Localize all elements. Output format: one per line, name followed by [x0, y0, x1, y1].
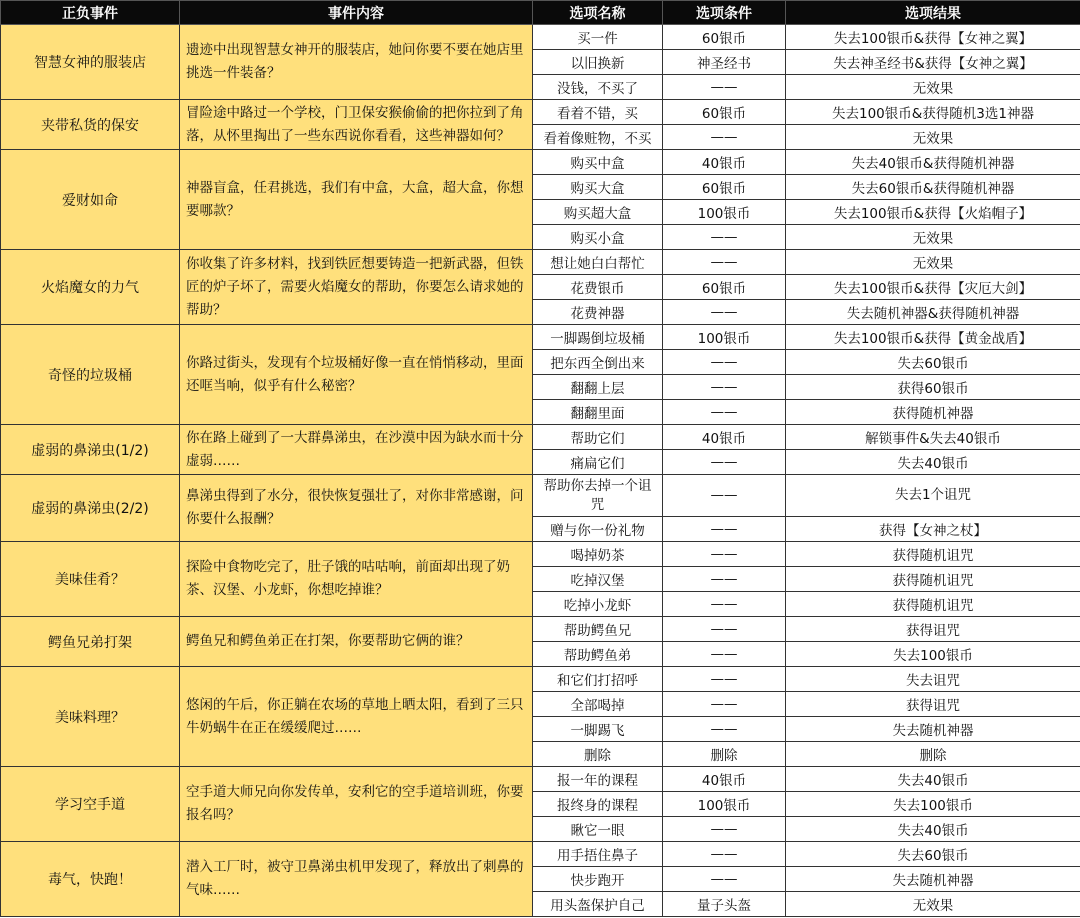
- option-condition: ——: [663, 817, 786, 842]
- option-condition: ——: [663, 667, 786, 692]
- option-result: 获得随机诅咒: [786, 542, 1080, 567]
- table-row: [1, 325, 1080, 350]
- option-condition: ——: [663, 475, 786, 517]
- table-row: [1, 25, 1080, 50]
- option-result: 失去40银币: [786, 767, 1080, 792]
- option-condition: ——: [663, 350, 786, 375]
- event-description-cell: [180, 667, 533, 767]
- event-description-cell: [180, 150, 533, 250]
- option-result: 无效果: [786, 75, 1080, 100]
- event-description: 遗迹中出现智慧女神开的服装店，她问你要不要在她店里挑选一件装备？: [186, 42, 524, 81]
- event-name: 虚弱的鼻涕虫(2/2): [1, 475, 180, 542]
- option-name: 和它们打招呼: [533, 667, 663, 692]
- table-row: [1, 150, 1080, 175]
- option-condition: ——: [663, 717, 786, 742]
- option-name: 看着不错，买: [533, 100, 663, 125]
- option-condition: ——: [663, 300, 786, 325]
- table-row: [1, 617, 1080, 642]
- option-name: 想让她白白帮忙: [533, 250, 663, 275]
- event-name: 智慧女神的服装店: [1, 25, 180, 100]
- option-name: 以旧换新: [533, 50, 663, 75]
- option-condition: ——: [663, 642, 786, 667]
- event-description-cell: [180, 842, 533, 917]
- option-name: 购买超大盒: [533, 200, 663, 225]
- option-result: 失去神圣经书&获得【女神之翼】: [786, 50, 1080, 75]
- option-result: 失去诅咒: [786, 667, 1080, 692]
- option-condition: ——: [663, 617, 786, 642]
- option-condition: ——: [663, 450, 786, 475]
- event-description-cell: [180, 325, 533, 425]
- table-row: [1, 842, 1080, 867]
- header-row: [1, 1, 1080, 25]
- event-name: 美味料理？: [1, 667, 180, 767]
- option-name: 删除: [533, 742, 663, 767]
- header-event: 正负事件: [1, 1, 180, 25]
- table-row: [1, 250, 1080, 275]
- option-result: 获得诅咒: [786, 617, 1080, 642]
- event-name: 夹带私货的保安: [1, 100, 180, 150]
- option-name: 报一年的课程: [533, 767, 663, 792]
- event-description: 冒险途中路过一个学校，门卫保安猴偷偷的把你拉到了角落，从怀里掏出了一些东西说你看看，这些神器如何？: [186, 104, 524, 144]
- event-description-cell: [180, 767, 533, 842]
- table-row: [1, 767, 1080, 792]
- event-description-cell: [180, 100, 533, 150]
- event-description: 潜入工厂时，被守卫鼻涕虫机甲发现了，释放出了刺鼻的气味……: [186, 859, 524, 898]
- option-result: 获得随机诅咒: [786, 592, 1080, 617]
- header-content: 事件内容: [180, 1, 533, 25]
- option-condition: ——: [663, 592, 786, 617]
- event-name: 奇怪的垃圾桶: [1, 325, 180, 425]
- event-name: 爱财如命: [1, 150, 180, 250]
- option-condition: 100银币: [663, 325, 786, 350]
- option-result: 获得随机诅咒: [786, 567, 1080, 592]
- event-description: 探险中食物吃完了，肚子饿的咕咕响，前面却出现了奶茶、汉堡、小龙虾，你想吃掉谁？: [186, 559, 510, 598]
- table-row: [1, 542, 1080, 567]
- option-name: 花费神器: [533, 300, 663, 325]
- event-name: 学习空手道: [1, 767, 180, 842]
- header-option-name: 选项名称: [533, 1, 663, 25]
- option-name: 购买中盒: [533, 150, 663, 175]
- table-row: [1, 100, 1080, 125]
- option-condition: ——: [663, 867, 786, 892]
- option-condition: ——: [663, 75, 786, 100]
- option-result: 失去100银币&获得随机3选1神器: [786, 100, 1080, 125]
- option-result: 失去随机神器: [786, 717, 1080, 742]
- option-result: 解锁事件&失去40银币: [786, 425, 1080, 450]
- table-row: [1, 425, 1080, 450]
- option-name: 帮助鳄鱼兄: [533, 617, 663, 642]
- option-condition: ——: [663, 400, 786, 425]
- option-condition: ——: [663, 125, 786, 150]
- option-name: 一脚踢飞: [533, 717, 663, 742]
- event-name: 毒气，快跑！: [1, 842, 180, 917]
- option-name: 没钱，不买了: [533, 75, 663, 100]
- option-result: 失去40银币: [786, 817, 1080, 842]
- option-condition: 40银币: [663, 150, 786, 175]
- option-condition: 60银币: [663, 175, 786, 200]
- event-description: 悠闲的午后，你正躺在农场的草地上晒太阳，看到了三只牛奶蜗牛在正在缓缓爬过……: [186, 696, 524, 736]
- option-name: 痛扁它们: [533, 450, 663, 475]
- option-result: 失去40银币: [786, 450, 1080, 475]
- option-condition: ——: [663, 542, 786, 567]
- option-condition: 100银币: [663, 792, 786, 817]
- option-condition: 删除: [663, 742, 786, 767]
- option-name: 翻翻上层: [533, 375, 663, 400]
- option-condition: ——: [663, 692, 786, 717]
- option-condition: 40银币: [663, 767, 786, 792]
- event-description: 你在路上碰到了一大群鼻涕虫，在沙漠中因为缺水而十分虚弱……: [186, 429, 524, 469]
- option-condition: ——: [663, 517, 786, 542]
- table-row: [1, 475, 1080, 517]
- option-name: 买一件: [533, 25, 663, 50]
- option-result: 失去100银币&获得【女神之翼】: [786, 25, 1080, 50]
- option-name: 全部喝掉: [533, 692, 663, 717]
- option-result: 失去1个诅咒: [786, 475, 1080, 517]
- option-condition: 60银币: [663, 100, 786, 125]
- option-result: 失去100银币&获得【火焰帽子】: [786, 200, 1080, 225]
- option-name: 帮助你去掉一个诅咒: [533, 475, 663, 517]
- option-condition: 60银币: [663, 275, 786, 300]
- option-name: 一脚踢倒垃圾桶: [533, 325, 663, 350]
- option-result: 失去60银币: [786, 350, 1080, 375]
- event-description: 鼻涕虫得到了水分，很快恢复强壮了，对你非常感谢，问你要什么报酬？: [186, 488, 524, 527]
- option-condition: 40银币: [663, 425, 786, 450]
- option-condition: ——: [663, 567, 786, 592]
- option-name: 购买大盒: [533, 175, 663, 200]
- option-name: 花费银币: [533, 275, 663, 300]
- event-description: 神器盲盒，任君挑选，我们有中盒，大盒，超大盒，你想要哪款？: [186, 179, 524, 219]
- option-result: 失去随机神器: [786, 867, 1080, 892]
- option-condition: ——: [663, 250, 786, 275]
- option-name: 翻翻里面: [533, 400, 663, 425]
- option-name: 看着像赃物，不买: [533, 125, 663, 150]
- option-result: 无效果: [786, 125, 1080, 150]
- event-name: 鳄鱼兄弟打架: [1, 617, 180, 667]
- option-name: 赠与你一份礼物: [533, 517, 663, 542]
- option-result: 无效果: [786, 892, 1080, 917]
- event-description: 鳄鱼兄和鳄鱼弟正在打架，你要帮助它俩的谁？: [186, 633, 470, 649]
- option-result: 失去40银币&获得随机神器: [786, 150, 1080, 175]
- option-name: 快步跑开: [533, 867, 663, 892]
- table-body: [1, 25, 1080, 917]
- event-description: 空手道大师兄向你发传单，安利它的空手道培训班，你要报名吗？: [186, 784, 524, 823]
- option-name: 帮助鳄鱼弟: [533, 642, 663, 667]
- event-description: 你收集了许多材料，找到铁匠想要铸造一把新武器，但铁匠的炉子坏了，需要火焰魔女的帮助，你要怎么请求她的帮助？: [186, 255, 524, 318]
- event-description-cell: [180, 542, 533, 617]
- event-description-cell: [180, 425, 533, 475]
- option-condition: 100银币: [663, 200, 786, 225]
- event-description: 你路过街头，发现有个垃圾桶好像一直在悄悄移动，里面还哐当响，似乎有什么秘密？: [186, 354, 524, 394]
- option-result: 获得诅咒: [786, 692, 1080, 717]
- option-result: 失去100银币&获得【黄金战盾】: [786, 325, 1080, 350]
- option-name: 吃掉汉堡: [533, 567, 663, 592]
- option-result: 删除: [786, 742, 1080, 767]
- option-result: 获得随机神器: [786, 400, 1080, 425]
- table-row: [1, 667, 1080, 692]
- option-name: 用手捂住鼻子: [533, 842, 663, 867]
- option-condition: 60银币: [663, 25, 786, 50]
- option-result: 失去100银币: [786, 792, 1080, 817]
- option-result: 无效果: [786, 225, 1080, 250]
- option-condition: 神圣经书: [663, 50, 786, 75]
- option-result: 获得60银币: [786, 375, 1080, 400]
- option-result: 失去100银币: [786, 642, 1080, 667]
- option-result: 失去随机神器&获得随机神器: [786, 300, 1080, 325]
- event-description-cell: [180, 475, 533, 542]
- option-name: 喝掉奶茶: [533, 542, 663, 567]
- event-description-cell: [180, 250, 533, 325]
- header-option-result: 选项结果: [786, 1, 1080, 25]
- option-name: 瞅它一眼: [533, 817, 663, 842]
- option-result: 无效果: [786, 250, 1080, 275]
- option-result: 失去60银币&获得随机神器: [786, 175, 1080, 200]
- option-name: 购买小盒: [533, 225, 663, 250]
- option-condition: ——: [663, 225, 786, 250]
- event-name: 虚弱的鼻涕虫(1/2): [1, 425, 180, 475]
- event-name: 火焰魔女的力气: [1, 250, 180, 325]
- option-name: 帮助它们: [533, 425, 663, 450]
- header-option-condition: 选项条件: [663, 1, 786, 25]
- option-name: 用头盔保护自己: [533, 892, 663, 917]
- event-name: 美味佳肴？: [1, 542, 180, 617]
- option-result: 获得【女神之杖】: [786, 517, 1080, 542]
- option-name: 报终身的课程: [533, 792, 663, 817]
- option-result: 失去100银币&获得【灾厄大剑】: [786, 275, 1080, 300]
- option-condition: ——: [663, 842, 786, 867]
- option-name: 把东西全倒出来: [533, 350, 663, 375]
- option-condition: ——: [663, 375, 786, 400]
- event-description-cell: [180, 25, 533, 100]
- option-result: 失去60银币: [786, 842, 1080, 867]
- option-condition: 量子头盔: [663, 892, 786, 917]
- event-description-cell: [180, 617, 533, 667]
- option-name: 吃掉小龙虾: [533, 592, 663, 617]
